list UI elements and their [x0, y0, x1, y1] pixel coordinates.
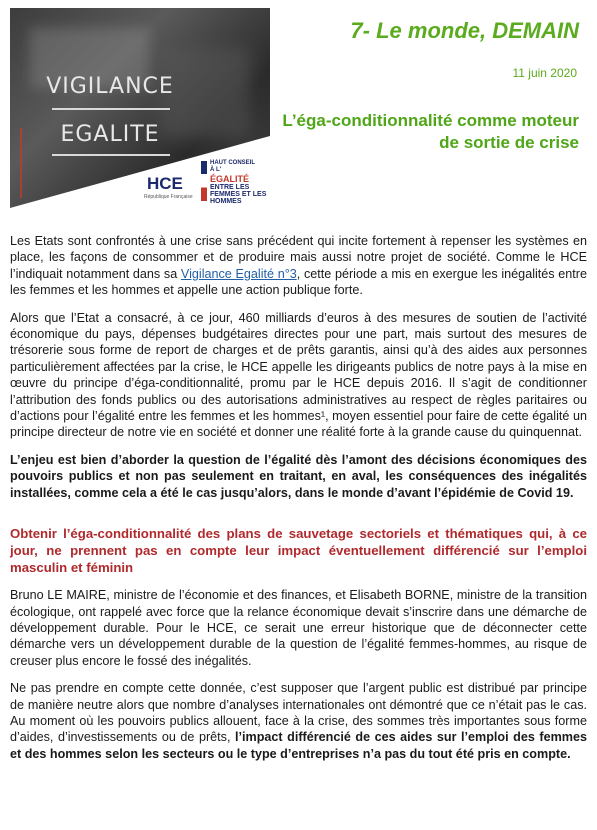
vigilance-egalite-3-link[interactable]: Vigilance Egalité n°3 — [180, 266, 297, 281]
publication-date: 11 juin 2020 — [512, 66, 577, 80]
republique-francaise-text: République Française — [144, 194, 193, 200]
haut-conseil-label: HAUT CONSEIL À L' — [210, 160, 255, 173]
hce-logo-text: HCE — [147, 174, 183, 193]
page-title: 7- Le monde, DEMAIN — [350, 18, 579, 43]
paragraph: Bruno LE MAIRE, ministre de l’économie et des finances, et Elisabeth BORNE, ministre de la transition écologique, ont rappelé avec force que la relance économique devait s’inscrire dans une démarche de développement durable. Pour le HCE, ce serait une erreur historique que de déconnecter cette démarche vers un développement durable de la question de l’égalité femmes-hommes, au risque de creuser plus encore le fossé des inégalités. — [10, 588, 587, 668]
egalite-label: ÉGALITÉ — [210, 174, 250, 184]
banner-word-egalite: EGALITE — [60, 122, 160, 147]
article-body — [10, 233, 587, 772]
flag-icon — [201, 161, 207, 201]
paragraph: Ne pas prendre en compte cette donnée, c’est supposer que l’argent public est distribué par principe de manière neutre alors que nombre d’analyses internationales ont démontré que ce n’était pas le cas. Au moment où les pouvoirs publics allouent, face à la crise, des sommes très importantes sous forme d’aides, d’investissements ou de prêts, l’impact différencié de ces aides sur l’emploi des femmes et des hommes selon les secteurs ou le type d’entreprises n’a pas du tout été pris en compte. — [10, 681, 587, 761]
paragraph-bold: L’enjeu est bien d’aborder la question de l’égalité dès l’amont des décisions économiques des pouvoirs publics et non pas seulement en traitant, en aval, les conséquences des inégalités installées, comme cela a été le cas jusqu’alors, dans le monde d’avant l’épidémie de Covid 19. — [10, 452, 587, 500]
paragraph: Les Etats sont confrontés à une crise sans précédent qui incite fortement à repenser les systèmes en place, les façons de consommer et de produire mais aussi notre projet de société. Comme le HCE l’indiquait notamment dans sa Vigilance Egalité n°3, cette période a mis en exergue les inégalités entre les femmes et les hommes et appelle une action publique forte. — [10, 234, 587, 298]
section-heading: Obtenir l’éga-conditionnalité des plans de sauvetage sectoriels et thématiques qui, à ce jour, ne prennent pas en compte leur impact éventuellement différencié sur l’emploi masculin et féminin — [10, 526, 587, 576]
page-subtitle: L’éga-conditionnalité comme moteur de sortie de crise — [282, 111, 579, 152]
paragraph: Alors que l’Etat a consacré, à ce jour, 460 milliards d’euros à des mesures de soutien de l’activité économique du pays, dépenses budgétaires directes pour une part, mais surtout des mesures de trésorerie sous forme de report de charges et de prêts garantis, ainsi qu’à des aides aux personnes particulièrement affectées par la crise, le HCE appelle les dirigeants publics de notre pays à la mise en œuvre du principe d’éga-conditionnalité, promu par le HCE depuis 2016. Il s’agit de conditionner l’attribution des fonds publics ou des autorisations administratives au respect de règles paritaires ou d’actions pour l’égalité entre les femmes et les hommes¹, moyen essentiel pour faire de cette égalité un principe directeur de notre vie en société et donner une réalité forte à la grande cause du quinquennat. — [10, 310, 587, 440]
banner-word-vigilance: VIGILANCE — [46, 74, 174, 99]
entre-femmes-hommes-label: ENTRE LES FEMMES ET LES HOMMES — [210, 184, 267, 205]
vigilance-egalite-banner — [10, 8, 270, 208]
